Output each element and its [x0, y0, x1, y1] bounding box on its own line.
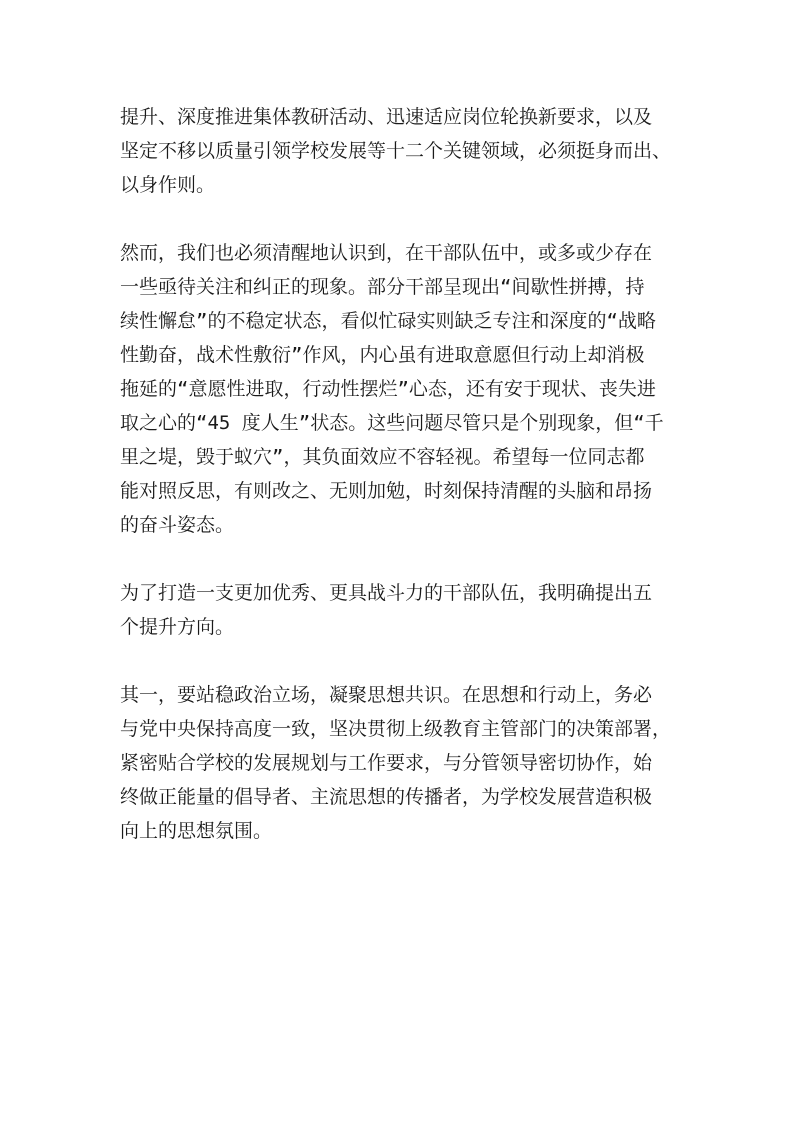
paragraph-4: [120, 678, 680, 848]
text-line: 的奋斗姿态。: [120, 514, 235, 536]
text-line: 提升、深度推进集体教研活动、迅速适应岗位轮换新要求，以及: [120, 106, 653, 128]
document-body: [120, 100, 680, 882]
text-line: 拖延的“意愿性进取，行动性摆烂”心态，还有安于现状、丧失进: [120, 378, 656, 400]
text-line: 终做正能量的倡导者、主流思想的传播者，为学校发展营造积极: [120, 786, 653, 808]
text-line: 性勤奋，战术性敷衍”作风，内心虽有进取意愿但行动上却消极: [120, 344, 645, 366]
paragraph-2: [120, 236, 680, 542]
text-line: 坚定不移以质量引领学校发展等十二个关键领域，必须挺身而出、: [120, 140, 672, 162]
paragraph-1: [120, 100, 680, 202]
text-line: 一些亟待关注和纠正的现象。部分干部呈现出“间歇性拼搏，持: [120, 276, 645, 298]
text-line: 取之心的“45 度人生”状态。这些问题尽管只是个别现象，但“千: [120, 412, 664, 434]
text-line: 能对照反思，有则改之、无则加勉，时刻保持清醒的头脑和昂扬: [120, 480, 653, 502]
text-line: 向上的思想氛围。: [120, 820, 273, 842]
text-line: 紧密贴合学校的发展规划与工作要求，与分管领导密切协作，始: [120, 752, 653, 774]
text-line: 续性懈怠”的不稳定状态，看似忙碌实则缺乏专注和深度的“战略: [120, 310, 656, 332]
text-line: 其一，要站稳政治立场，凝聚思想共识。在思想和行动上，务必: [120, 684, 653, 706]
text-line: 个提升方向。: [120, 616, 235, 638]
text-line: 与党中央保持高度一致，坚决贯彻上级教育主管部门的决策部署，: [120, 718, 672, 740]
paragraph-3: [120, 576, 680, 644]
text-line: 然而，我们也必须清醒地认识到，在干部队伍中，或多或少存在: [120, 242, 653, 264]
text-line: 以身作则。: [120, 174, 216, 196]
text-line: 里之堤，毁于蚁穴”，其负面效应不容轻视。希望每一位同志都: [120, 446, 645, 468]
text-line: 为了打造一支更加优秀、更具战斗力的干部队伍，我明确提出五: [120, 582, 653, 604]
